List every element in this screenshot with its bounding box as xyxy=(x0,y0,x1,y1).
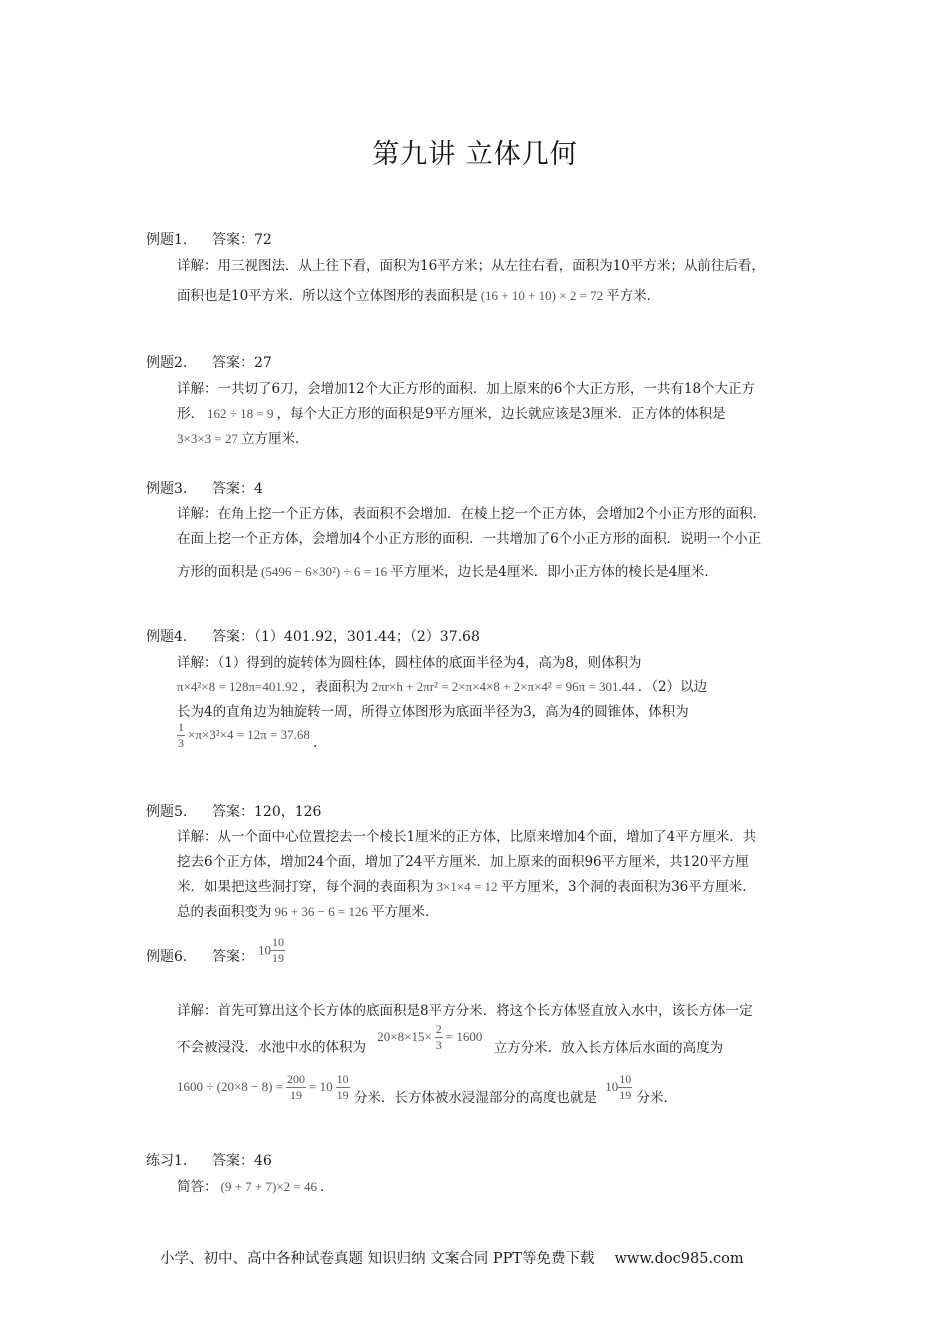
example-label: 例题6. xyxy=(146,949,188,965)
answer: 答案： xyxy=(212,949,254,965)
solution-line: $\frac{1}{3}$ ×π×3²×4 = 12π = 37.68. xyxy=(178,720,318,751)
answer: 答案：72 xyxy=(212,232,272,248)
example-4-header xyxy=(146,626,480,646)
example-3-header xyxy=(146,478,263,498)
example-label: 例题5. xyxy=(146,804,188,820)
practice-label: 练习1. xyxy=(146,1153,188,1169)
example-label: 例题1. xyxy=(146,232,188,248)
example-5-header xyxy=(146,801,321,821)
solution-line: 简答： (9 + 7 + 7)×2 = 46 . xyxy=(177,1179,325,1195)
formula: 3×1×4 = 12 xyxy=(436,879,498,894)
footer-text: 小学、初中、高中各种试卷真题 知识归纳 文案合同 PPT等免费下载 xyxy=(160,1251,595,1267)
formula: 3×3×3 = 27 xyxy=(177,431,238,446)
fraction: $\frac{200}{19}$ xyxy=(287,1072,306,1102)
solution-line: 在面上挖一个正方体，会增加4个小正方形的面积．一共增加了6个小正方形的面积．说明一个小正 xyxy=(177,531,762,547)
solution-line: 米．如果把这些洞打穿，每个洞的表面积为 3×1×4 = 12 平方厘米，3个洞的表面积为36平方厘米． xyxy=(177,879,756,895)
mixed-number: 10 $\frac{10}{19}$ xyxy=(605,1072,632,1102)
example-label: 例题4. xyxy=(146,629,188,645)
solution-line: 详解：从一个面中心位置挖去一个棱长1厘米的正方体，比原来增加4个面，增加了4平方厘米．共 xyxy=(177,829,757,845)
formula: 96 + 36 − 6 = 126 xyxy=(274,904,368,919)
example-6-header xyxy=(146,935,285,966)
solution-line: 详解：用三视图法．从上往下看，面积为16平方米；从左往右看，面积为10平方米；从前往后看， xyxy=(177,258,765,274)
footer-url[interactable]: www.doc985.com xyxy=(614,1251,744,1267)
solution-line: 面积也是10平方米．所以这个立体图形的表面积是 (16 + 10 + 10) × 2 = 72 平方米． xyxy=(177,288,661,304)
answer: 答案：（1）401.92，301.44；（2）37.68 xyxy=(212,629,480,645)
fraction: $\frac{2}{3}$ xyxy=(435,1022,442,1052)
fraction: $\frac{10}{19}$ xyxy=(619,1072,632,1102)
answer: 答案：4 xyxy=(212,481,263,497)
solution-line: π×4²×8 = 128π=401.92 ，表面积为 2πr×h + 2πr² = 2×π×4×8 + 2×π×4² = 96π = 301.44 ．（2）以边 xyxy=(177,679,708,695)
example-label: 例题2. xyxy=(146,355,188,371)
solution-line: 3×3×3 = 27 立方厘米． xyxy=(177,431,309,447)
example-label: 例题3. xyxy=(146,481,188,497)
solution-line: 挖去6个正方体，增加24个面，增加了24平方厘米．加上原来的面积96平方厘米，共120平方厘 xyxy=(177,854,749,870)
solution-line: 详解：一共切了6刀，会增加12个大正方形的面积．加上原来的6个大正方形，一共有18个大正方 xyxy=(177,381,756,397)
solution-line: 长为4的直角边为轴旋转一周，所得立体图形为底面半径为3，高为4的圆锥体，体积为 xyxy=(177,704,689,720)
solution-line: 详解：在角上挖一个正方体，表面积不会增加．在棱上挖一个正方体，会增加2个小正方形的面积． xyxy=(177,506,767,522)
fraction: $\frac{1}{3}$ xyxy=(178,720,184,750)
solution-line: 1600 ÷ (20×8 − 8) = $\frac{200}{19}$ = 10 $\frac{10}{19}$ 分米．长方体被水浸湿部分的高度也就是 10 $\frac{10}{19}$ 分米． xyxy=(177,1072,678,1106)
solution-line: 形． 162 ÷ 18 = 9 ，每个大正方形的面积是9平方厘米，边长就应该是3厘米．正方体的体积是 xyxy=(177,406,726,422)
formula: (16 + 10 + 10) × 2 = 72 xyxy=(480,288,604,303)
formula: ×π×3²×4 = 12π = 37.68 xyxy=(188,727,310,742)
solution-line: 不会被浸没．水池中水的体积为 20×8×15× $\frac{2}{3}$ = 1600 立方分米．放入长方体后水面的高度为 xyxy=(177,1022,724,1056)
fraction: $\frac{10}{19}$ xyxy=(336,1072,349,1102)
example-1-header xyxy=(146,229,272,249)
formula: 20×8×15× $\frac{2}{3}$ = 1600 xyxy=(377,1022,483,1052)
fraction: $\frac{10}{19}$ xyxy=(272,935,284,965)
answer: 答案：46 xyxy=(212,1153,272,1169)
solution-line: 详解：首先可算出这个长方体的底面积是8平方分米．将这个长方体竖直放入水中，该长方体一定 xyxy=(177,1003,753,1019)
practice-1-header xyxy=(146,1150,272,1170)
footer xyxy=(160,1247,800,1268)
answer: 答案：120，126 xyxy=(212,804,322,820)
solution-line: 总的表面积变为 96 + 36 − 6 = 126 平方厘米． xyxy=(177,904,439,920)
mixed-number: 10 $\frac{10}{19}$ xyxy=(258,935,284,965)
solution-line: 方形的面积是 (5496 − 6×30²) ÷ 6 = 16 平方厘米，边长是4厘米．即小正方体的棱长是4厘米． xyxy=(177,564,718,580)
solution-line: 详解：（1）得到的旋转体为圆柱体，圆柱体的底面半径为4，高为8，则体积为 xyxy=(177,655,642,671)
formula: (5496 − 6×30²) ÷ 6 = 16 xyxy=(261,564,388,579)
answer: 答案：27 xyxy=(212,355,272,371)
formula: 2πr×h + 2πr² = 2×π×4×8 + 2×π×4² = 96π = 301.44 xyxy=(371,679,635,694)
formula: 162 ÷ 18 = 9 xyxy=(207,406,274,421)
example-2-header xyxy=(146,352,272,372)
page-title: 第九讲 立体几何 xyxy=(372,139,578,170)
formula: 1600 ÷ (20×8 − 8) = $\frac{200}{19}$ = 10 $\frac{10}{19}$ xyxy=(177,1072,349,1102)
formula: π×4²×8 = 128π=401.92 xyxy=(177,679,299,694)
formula: (9 + 7 + 7)×2 = 46 xyxy=(220,1179,317,1194)
